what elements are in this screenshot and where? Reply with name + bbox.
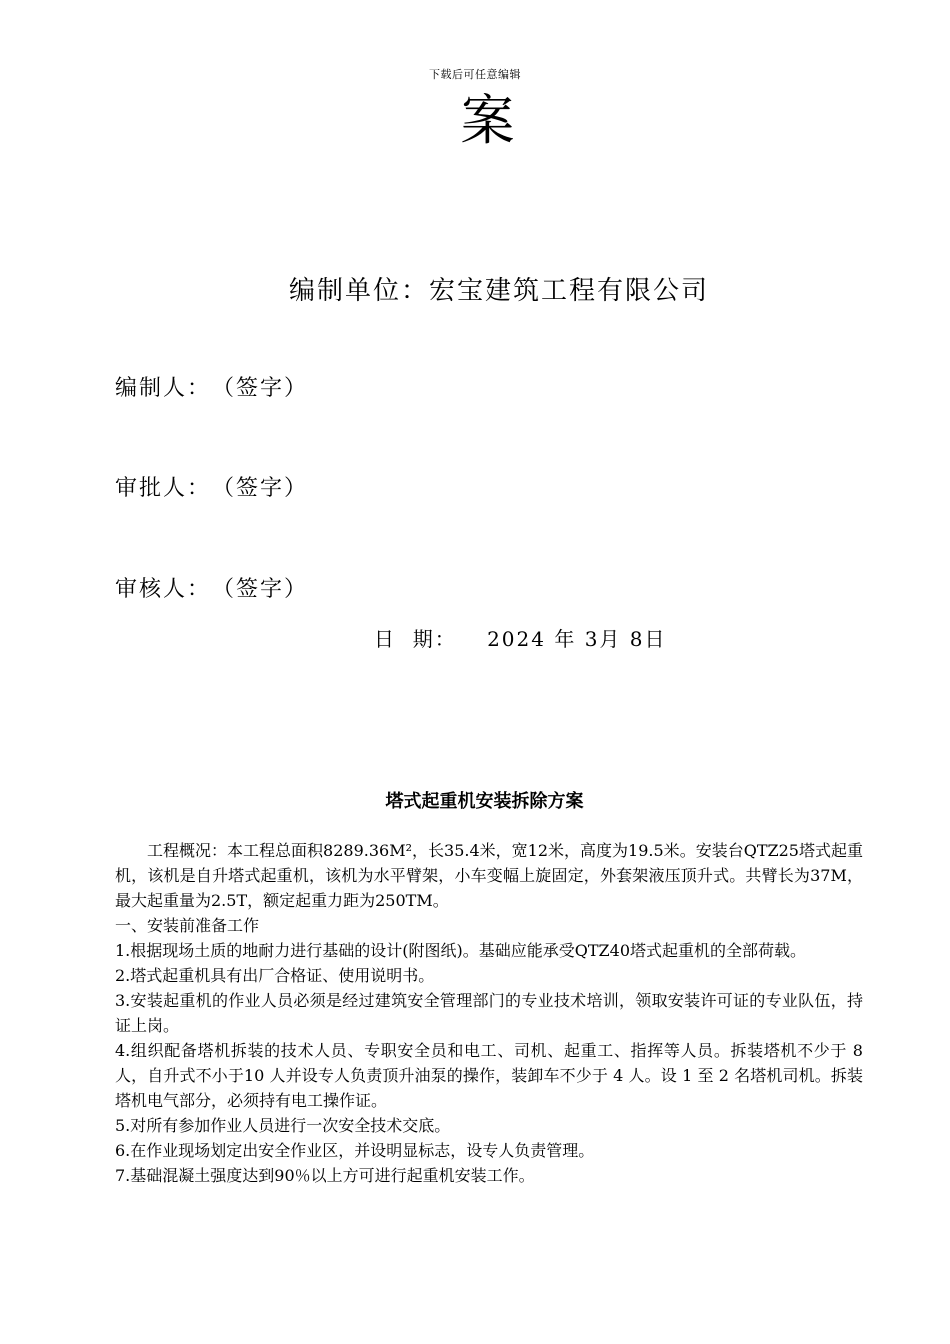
date-line [374, 623, 667, 652]
signature-label: 审批人： [115, 476, 212, 501]
section-heading: 一、安装前准备工作 [115, 916, 260, 935]
signature-compiler [115, 371, 308, 402]
signature-reviewer [115, 572, 308, 603]
organization-line: 编制单位：宏宝建筑工程有限公司 [289, 276, 710, 306]
overview-paragraph: 工程概况：本工程总面积8289.36M²，长35.4米，宽12米，高度为19.5米。安装台QTZ25塔式起重机，该机是自升塔式起重机，该机为水平臂架，小车变幅上旋固定，外套架液压顶升式。共臂长为37M，最大起重量为2.5T，额定起重力距为250TM。 [115, 841, 863, 910]
signature-value: （签字） [223, 577, 309, 602]
list-item: 5.对所有参加作业人员进行一次安全技术交底。 [115, 1116, 451, 1135]
document-body [115, 838, 863, 1188]
date-value: 2024 年 3月 8日 [487, 627, 667, 651]
list-item: 6.在作业现场划定出安全作业区，并设明显标志，设专人负责管理。 [115, 1141, 595, 1160]
signature-label: 编制人： [115, 376, 212, 401]
signature-value: （签字） [223, 376, 309, 401]
date-label: 日 期： [374, 627, 457, 651]
header-note: 下载后可任意编辑 [429, 68, 521, 81]
signature-value: （签字） [223, 476, 309, 501]
list-item: 4.组织配备塔机拆装的技术人员、专职安全员和电工、司机、起重工、指挥等人员。拆装塔机不少于 8 人，自升式不小于10 人并设专人负责顶升油泵的操作，装卸车不少于 4 人。设 1 至 2 名塔机司机。拆装塔机电气部分，必须持有电工操作证。 [115, 1041, 863, 1110]
list-item: 7.基础混凝土强度达到90％以上方可进行起重机安装工作。 [115, 1166, 535, 1185]
document-title: 塔式起重机安装拆除方案 [385, 791, 584, 812]
signature-approver [115, 471, 308, 502]
list-item: 1.根据现场土质的地耐力进行基础的设计(附图纸)。基础应能承受QTZ40塔式起重机的全部荷载。 [115, 941, 807, 960]
signature-label: 审核人： [115, 577, 212, 602]
cover-title-char: 案 [460, 89, 515, 152]
list-item: 2.塔式起重机具有出厂合格证、使用说明书。 [115, 966, 435, 985]
list-item: 3.安装起重机的作业人员必须是经过建筑安全管理部门的专业技术培训，领取安装许可证的专业队伍，持证上岗。 [115, 991, 863, 1035]
